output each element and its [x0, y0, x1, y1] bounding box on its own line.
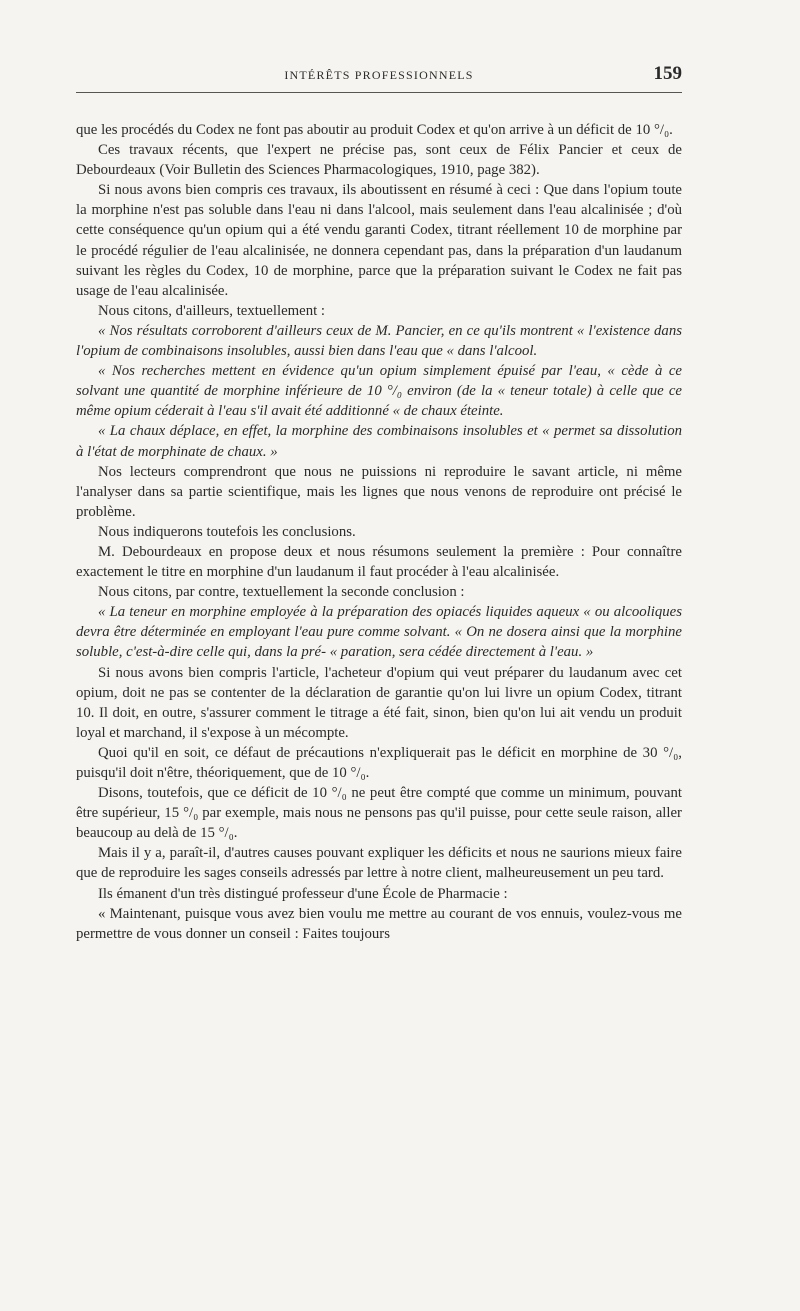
quotation: « La chaux déplace, en effet, la morphine des combinaisons insolubles et « permet sa dissolution à l'état de morphinate de chaux. »: [76, 423, 682, 460]
paragraph: Nous citons, d'ailleurs, textuellement :: [98, 302, 326, 319]
paragraph: « Maintenant, puisque vous avez bien voulu me mettre au courant de vos ennuis, voulez-vous me permettre de vous donner un conseil : Faites toujours: [76, 905, 682, 942]
paragraph: Si nous avons bien compris ces travaux, ils aboutissent en résumé à ceci : Que dans l'opium toute la morphine n'est pas soluble dans l'eau ni dans l'alcool, mais seulement dans l'eau alcalinisée ; d'où cette conséquence qu'un opium qui a été vendu garanti Codex, titrant réellement 10 de morphine par le procédé régulier de l'eau alcalinisée, ne donnera cependant pas, dans la préparation d'un laudanum suivant les règles du Codex, 10 de morphine, parce que la préparation suivant le Codex ne fait pas usage de l'eau alcalinisée.: [76, 182, 682, 299]
running-header: [76, 62, 682, 93]
page: [76, 62, 682, 944]
paragraph: Disons, toutefois, que ce déficit de 10 °/₀ ne peut être compté que comme un minimum, pouvant être supérieur, 15 °/₀ par exemple, mais nous ne pensons pas qu'il puisse, pour cette seule raison, aller beaucoup au delà de 15 °/₀.: [76, 785, 682, 842]
paragraph: Nous indiquerons toutefois les conclusions.: [98, 523, 356, 540]
page-body: [76, 120, 682, 944]
paragraph: que les procédés du Codex ne font pas aboutir au produit Codex et qu'on arrive à un déficit de 10 °/₀.: [76, 122, 673, 138]
paragraph: Quoi qu'il en soit, ce défaut de précautions n'expliquerait pas le déficit en morphine de 30 °/₀, puisqu'il doit n'être, théoriquement, que de 10 °/₀.: [76, 744, 682, 781]
quotation: « Nos recherches mettent en évidence qu'un opium simplement épuisé par l'eau, « cède à ce solvant une quantité de morphine inférieure de 10 °/₀ environ (de la « teneur totale) à celle que ce même opium céderait à l'eau s'il avait été additionné « de chaux éteinte.: [76, 363, 682, 420]
paragraph: Ils émanent d'un très distingué professeur d'une École de Pharmacie :: [98, 885, 508, 902]
paragraph: Si nous avons bien compris l'article, l'acheteur d'opium qui veut préparer du laudanum avec cet opium, doit ne pas se contenter de la déclaration de garantie qu'on lui livre un opium Codex, titrant 10. Il doit, en outre, s'assurer comment le titrage a été fait, sinon, bien qu'on lui ait vendu un produit loyal et marchand, il s'expose à un mécompte.: [76, 664, 682, 741]
paragraph: M. Debourdeaux en propose deux et nous résumons seulement la première : Pour connaître exactement le titre en morphine d'un laudanum il faut procéder à l'eau alcalinisée.: [76, 543, 682, 581]
paragraph: Mais il y a, paraît-il, d'autres causes pouvant expliquer les déficits et nous ne saurions mieux faire que de reproduire les sages conseils adressés par lettre à notre client, malheureusement un peu tard.: [76, 845, 682, 882]
quotation: « La teneur en morphine employée à la préparation des opiacés liquides aqueux « ou alcooliques devra être déterminée en employant l'eau pure comme solvant. « On ne dosera ainsi que la morphine soluble, c'est-à-dire celle qui, dans la pré- « paration, sera cédée directement à l'eau. »: [76, 604, 682, 661]
paragraph: Nos lecteurs comprendront que nous ne puissions ni reproduire le savant article, ni même l'analyser dans sa partie scientifique, mais les lignes que nous venons de reproduire ont précisé le problème.: [76, 463, 682, 520]
running-title: INTÉRÊTS PROFESSIONNELS: [284, 68, 474, 82]
paragraph: Ces travaux récents, que l'expert ne précise pas, sont ceux de Félix Pancier et ceux de Debourdeaux (Voir Bulletin des Sciences Pharmacologiques, 1910, page 382).: [76, 142, 682, 179]
page-number: 159: [653, 63, 682, 84]
paragraph: Nous citons, par contre, textuellement la seconde conclusion :: [98, 584, 465, 601]
quotation: « Nos résultats corroborent d'ailleurs ceux de M. Pancier, en ce qu'ils montrent « l'existence dans l'opium de combinaisons insolubles, aussi bien dans l'eau que « dans l'alcool.: [76, 322, 682, 360]
